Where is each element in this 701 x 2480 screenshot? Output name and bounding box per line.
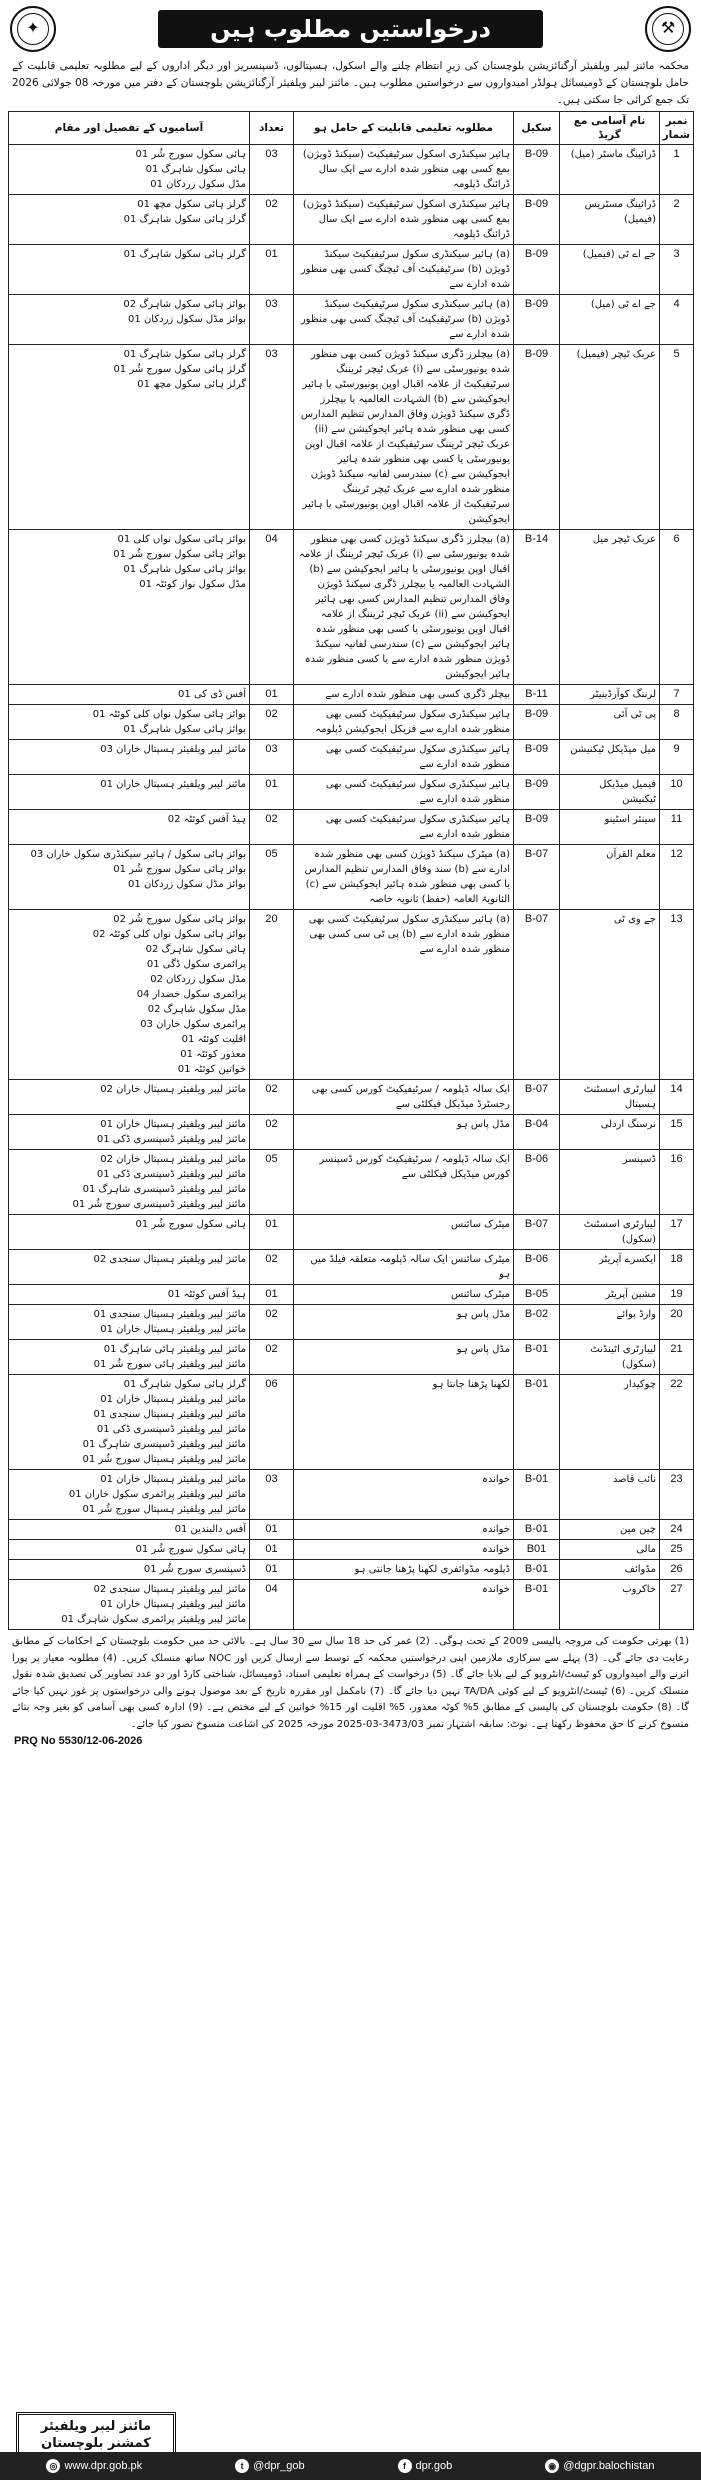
location-item: مائنز لیبر ویلفیئر ڈسپنسری ڈکی 01 [96,1424,246,1435]
prq-number: PRQ No 5530/12-06-2026 [14,1735,143,1747]
table-row [9,1250,694,1285]
post-name-cell: ڈسپنسر [560,1150,660,1215]
location-item: مڈل سکول شاہرگ 02 [147,1004,246,1015]
count-cell: 01 [250,1520,294,1540]
signature-line-2: کمشنر بلوچستان [41,2436,151,2451]
qualification-cell: میٹرک سائنس ایک سالہ ڈپلومہ متعلقہ فیلڈ میں ہو [294,1250,514,1285]
location-item: مائنز لیبر ویلفیئر ہسپتال خاران 03 [100,744,246,755]
locations-cell [9,705,250,740]
location-item: ہیڈ آفس کوئٹہ 02 [167,814,246,825]
scale-cell: B-01 [514,1470,560,1520]
serial-number-cell: 4 [660,295,694,345]
location-item: ہائی سکول شاہرگ 01 [145,164,246,175]
locations-cell [9,195,250,245]
locations-cell [9,1540,250,1560]
serial-number-cell: 14 [660,1080,694,1115]
page-title: درخواستیں مطلوب ہیں [158,10,543,48]
qualification-cell: ایک سالہ ڈپلومہ / سرٹیفیکیٹ کورس ڈسپنسر کورس میڈیکل فیکلٹی سے [294,1150,514,1215]
count-cell: 02 [250,1080,294,1115]
count-cell: 02 [250,1250,294,1285]
location-item: مائنز لیبر ویلفیئر ہسپتال خاران 02 [100,1084,246,1095]
locations-cell [9,685,250,705]
count-cell: 01 [250,1560,294,1580]
scale-cell: B-05 [514,1285,560,1305]
post-name-cell: جے اے ٹی (فیمیل) [560,245,660,295]
qualification-cell: میٹرک سائنس [294,1285,514,1305]
footer-website-text: www.dpr.gob.pk [64,2460,143,2472]
location-item: ہائی سکول سورج شُر 01 [135,1219,246,1230]
location-item: بوائز ہائی سکول سورج شُر 01 [113,549,246,560]
qualification-cell: (a) بیچلرز ڈگری سیکنڈ ڈویژن کسی بھی منظور شدہ یونیورسٹی سے (i) عربک ٹیچر ٹریننگ سرٹیفیکیٹ از علامہ اقبال اوپن یونیورسٹی یا ہائیر ایجوکیشن سے (b) الشہادت العالمیہ یا بیچلرز ڈگری سیکنڈ ڈویژن وفاق المدارس تنظیم المدارس کسی بھی منظور شدہ ہائیر ایجوکیشن سے (ii) عربک ٹیچر ٹریننگ سرٹیفیکیٹ از علامہ اقبال اوپن یونیورسٹی یا کسی بھی منظور شدہ ہائیر ایجوکیشن سے (c) سندرسی لفانیہ سیکنڈ ڈویژن منظور شدہ ادارے سے عربک ٹیچر ٹریننگ سرٹیفیکیٹ از علامہ اقبال اوپن یونیورسٹی یا ہائیر ایجوکیشن [294,345,514,530]
signature-line-1: مائنز لیبر ویلفیئر [40,2419,152,2434]
scale-cell: B-14 [514,530,560,685]
count-cell: 02 [250,195,294,245]
locations-cell [9,530,250,685]
count-cell: 05 [250,1150,294,1215]
header-count: تعداد [250,112,294,145]
qualification-cell: (a) ہائیر سیکنڈری سکول سرٹیفیکیٹ سیکنڈ ڈویژن (b) سرٹیفیکیٹ آف ٹیچنگ کسی بھی منظور شدہ ادارے سے [294,245,514,295]
locations-cell [9,1080,250,1115]
location-item: مائنز لیبر ویلفیئر ڈسپنسری سورج شُر 01 [72,1199,246,1210]
table-row [9,1560,694,1580]
scale-cell: B-01 [514,1520,560,1540]
serial-number-cell: 24 [660,1520,694,1540]
qualification-cell: ہائیر سیکنڈری سکول سرٹیفیکیٹ کسی بھی منظور شدہ ادارے سے فزیکل ایجوکیشن ڈپلومہ [294,705,514,740]
location-item: گرلز ہائی سکول شاہرگ 01 [123,214,246,225]
scale-cell: B-06 [514,1150,560,1215]
count-cell: 01 [250,245,294,295]
post-name-cell: نائب قاصد [560,1470,660,1520]
location-item: اقلیت کوئٹہ 01 [181,1034,246,1045]
scale-cell: B-02 [514,1305,560,1340]
location-item: گرلز ہائی سکول مچھ 01 [137,379,246,390]
locations-cell [9,1150,250,1215]
table-row [9,295,694,345]
locations-cell [9,1520,250,1540]
count-cell: 04 [250,1580,294,1630]
table-row [9,1375,694,1470]
qualification-cell: مڈل پاس ہو [294,1115,514,1150]
scale-cell: B-09 [514,195,560,245]
post-name-cell: لیبارٹری اٹینڈنٹ (سکول) [560,1340,660,1375]
count-cell: 20 [250,910,294,1080]
locations-cell [9,1285,250,1305]
locations-cell [9,740,250,775]
locations-cell [9,295,250,345]
post-name-cell: لرننگ کوآرڈینیٹر [560,685,660,705]
location-item: بوائز مڈل سکول زردکان 01 [128,879,246,890]
qualification-cell: ہائیر سیکنڈری اسکول سرٹیفیکیٹ (سیکنڈ ڈویژن) بمع کسی بھی منظور شدہ ادارے سے ایک سال ڈرائنگ ڈپلومہ [294,195,514,245]
table-row [9,1520,694,1540]
post-name-cell: چوکیدار [560,1375,660,1470]
location-item: مائنز لیبر ویلفیئر ڈسپنسری ڈکی 01 [96,1134,246,1145]
footer-facebook[interactable] [398,2459,453,2473]
facebook-icon: f [398,2459,412,2473]
count-cell: 02 [250,1115,294,1150]
table-row [9,345,694,530]
scale-cell: B-09 [514,295,560,345]
serial-number-cell: 9 [660,740,694,775]
footer-website[interactable] [46,2459,142,2473]
post-name-cell: معلم القرآن [560,845,660,910]
location-item: مائنز لیبر ویلفیئر ہسپتال خاران 01 [100,1599,246,1610]
post-name-cell: عربک ٹیچر میل [560,530,660,685]
location-item: ہائی سکول سورج شُر 01 [135,1544,246,1555]
count-cell: 01 [250,1540,294,1560]
location-item: مائنز لیبر ویلفیئر ہائی شاہرگ 01 [103,1344,246,1355]
scale-cell: B-09 [514,740,560,775]
header-serial-number: نمبر شمار [660,112,694,145]
locations-cell [9,145,250,195]
scale-cell: B-07 [514,1215,560,1250]
serial-number-cell: 2 [660,195,694,245]
table-row [9,685,694,705]
serial-number-cell: 17 [660,1215,694,1250]
location-item: مائنز لیبر ویلفیئر ڈسپنسری شاہرگ 01 [82,1439,246,1450]
footer-twitter[interactable] [235,2459,305,2473]
location-item: آفس ڈی کی 01 [178,689,246,700]
qualification-cell: ہائیر سیکنڈری سکول سرٹیفیکیٹ کسی بھی منظور شدہ ادارے سے [294,775,514,810]
table-header-row [9,112,694,145]
qualification-cell: مڈل پاس ہو [294,1305,514,1340]
location-item: ہیڈ آفس کوئٹہ 01 [167,1289,246,1300]
locations-cell [9,1560,250,1580]
serial-number-cell: 8 [660,705,694,740]
locations-cell [9,845,250,910]
scale-cell: B-07 [514,910,560,1080]
header-qualification: مطلوبہ تعلیمی قابلیت کے حامل ہو [294,112,514,145]
vacancies-table [8,111,694,1630]
table-row [9,1470,694,1520]
serial-number-cell: 13 [660,910,694,1080]
terms-and-conditions: (1) بھرتی حکومت کی مروجہ پالیسی 2009 کے تحت ہوگی۔ (2) عمر کی حد 18 سال سے 30 سال ہے۔ بالائی حد میں حکومت بلوچستان کے احکامات کے مطابق رعایت دی جائے گی۔ (3) پہلے سے سرکاری ملازمین اپنی درخواستیں محکمہ کے توسط سے ارسال کریں اور NOC ساتھ منسلک کریں۔ (4) مطلوبہ معیار پر پورا اترنے والے امیدواروں کو ٹیسٹ/انٹرویو کے لیے بلایا جائے گا۔ (5) درخواست کے ہمراہ تعلیمی اسناد، ڈومیسائل، شناختی کارڈ اور دو عدد تصاویر کی تصدیق شدہ نقول منسلک کریں۔ (6) ٹیسٹ/انٹرویو کے لیے کوئی TA/DA نہیں دیا جائے گا۔ (7) نامکمل اور مقررہ تاریخ کے بعد موصول ہونے والی درخواستوں پر غور نہیں کیا جائے گا۔ (8) حکومت بلوچستان کی پالیسی کے مطابق 5% کوٹہ معذور، 5% اقلیت اور 15% خواتین کے لیے مختص ہے۔ (9) ادارہ کسی بھی آسامی کو بغیر وجہ بتائے منسوخ کرنے کا حق محفوظ رکھتا ہے۔ نوٹ: سابقہ اشتہار نمبر 3473/03-03-2025 مورخہ 2025 کی اشاعت منسوخ تصور کیا جائے۔ [12,1636,690,1730]
scale-cell: B-04 [514,1115,560,1150]
locations-cell [9,345,250,530]
scale-cell: B-11 [514,685,560,705]
qualification-cell: (a) بیچلرز ڈگری سیکنڈ ڈویژن کسی بھی منظور شدہ یونیورسٹی سے (i) عربک ٹیچر ٹریننگ از علامہ اقبال اوپن یونیورسٹی یا ہائیر ایجوکیشن سے (b) الشہادت العالمیہ یا بیچلرز ڈگری سیکنڈ ڈویژن وفاق المدارس تنظیم المدارس کسی بھی ہائیر ایجوکیشن سے (ii) عربک ٹیچر ٹریننگ از علامہ اقبال اوپن یونیورسٹی یا کسی بھی منظور شدہ ہائیر ایجوکیشن سے (c) سندرسی لفانیہ سیکنڈ ڈویژن منظور شدہ ادارے سے یا کسی منظور شدہ ہائیر ایجوکیشن [294,530,514,685]
instagram-icon: ◉ [545,2459,559,2473]
locations-cell [9,1375,250,1470]
serial-number-cell: 25 [660,1540,694,1560]
count-cell: 03 [250,345,294,530]
table-row [9,810,694,845]
post-name-cell: سینئر اسٹینو [560,810,660,845]
serial-number-cell: 16 [660,1150,694,1215]
scale-cell: B-09 [514,810,560,845]
count-cell: 01 [250,1285,294,1305]
location-item: مڈل سکول زردکان 01 [150,179,246,190]
qualification-cell: بیچلر ڈگری کسی بھی منظور شدہ ادارے سے [294,685,514,705]
location-item: مائنز لیبر ویلفیئر پرائمری سکول شاہرگ 01 [61,1614,246,1625]
location-item: گرلز ہائی سکول سورج شُر 01 [113,364,246,375]
serial-number-cell: 1 [660,145,694,195]
location-item: بوائز ہائی سکول / ہائیر سیکنڈری سکول خاران 03 [30,849,246,860]
count-cell: 02 [250,705,294,740]
table-row [9,1115,694,1150]
intro-paragraph: محکمہ مائنز لیبر ویلفیئر آرگنائزیشن بلوچستان کی زیرِ انتظام چلنے والے اسکول، ہسپتالوں، ڈسپنسریز اور دیگر اداروں کے لیے مطلوبہ تعلیمی قابلیت کے حامل بلوچستان کے ڈومیسائل ہولڈر امیدواروں سے درخواستیں مطلوب ہیں۔ مائنز لیبر ویلفیئر آرگنائزیشن بلوچستان کے دفتر میں مورخہ 08 جولائی 2026 تک جمع کرائی جا سکتی ہیں۔ [12,60,689,106]
post-name-cell: چین مین [560,1520,660,1540]
post-name-cell: نرسنگ اردلی [560,1115,660,1150]
serial-number-cell: 22 [660,1375,694,1470]
locations-cell [9,1215,250,1250]
footer-instagram[interactable] [545,2459,654,2473]
table-row [9,245,694,295]
post-name-cell: مڈوائف [560,1560,660,1580]
scale-cell: B-09 [514,775,560,810]
serial-number-cell: 11 [660,810,694,845]
table-row [9,145,694,195]
post-name-cell: ڈرائینگ ماسٹر (میل) [560,145,660,195]
count-cell: 04 [250,530,294,685]
qualification-cell: (a) ہائیر سیکنڈری سکول سرٹیفیکیٹ سیکنڈ ڈویژن (b) سرٹیفیکیٹ آف ٹیچنگ کسی بھی منظور شدہ ادارے سے [294,295,514,345]
location-item: آفس دالبندین 01 [174,1524,246,1535]
scale-cell: B-09 [514,705,560,740]
locations-cell [9,1580,250,1630]
table-row [9,1215,694,1250]
locations-cell [9,1115,250,1150]
qualification-cell: ہائیر سیکنڈری اسکول سرٹیفیکیٹ (سیکنڈ ڈویژن) بمع کسی بھی منظور شدہ ادارے سے ایک سال ڈرائنگ ڈپلومہ [294,145,514,195]
post-name-cell: مالی [560,1540,660,1560]
header-post-name: نام آسامی مع گریڈ [560,112,660,145]
post-name-cell: میل میڈیکل ٹیکنیشن [560,740,660,775]
serial-number-cell: 18 [660,1250,694,1285]
table-row [9,1580,694,1630]
table-row [9,530,694,685]
post-name-cell: لیبارٹری اسسٹنٹ ہسپتال [560,1080,660,1115]
post-name-cell: ڈرائینگ مسٹریس (فیمیل) [560,195,660,245]
location-item: بوائز ہائی سکول شاہرگ 01 [123,564,246,575]
table-row [9,1150,694,1215]
footer-facebook-text: dpr.gob [415,2460,453,2472]
locations-cell [9,1470,250,1520]
location-item: مائنز لیبر ویلفیئر ہسپتال سورج شُر 01 [82,1504,246,1515]
location-item: مائنز لیبر ویلفیئر ہسپتال سنجدی 02 [93,1584,246,1595]
qualification-cell: خواندہ [294,1470,514,1520]
count-cell: 01 [250,775,294,810]
location-item: معذور کوئٹہ 01 [180,1049,246,1060]
table-row [9,1305,694,1340]
serial-number-cell: 21 [660,1340,694,1375]
locations-cell [9,1340,250,1375]
table-row [9,705,694,740]
location-item: مائنز لیبر ویلفیئر ہسپتال سورج شُر 01 [82,1454,246,1465]
location-item: مائنز لیبر ویلفیئر ہسپتال خاران 01 [100,1394,246,1405]
mines-labour-welfare-emblem-icon: ⚒ [645,6,691,52]
post-name-cell: فیمیل میڈیکل ٹیکنیشن [560,775,660,810]
locations-cell [9,1305,250,1340]
post-name-cell: خاکروب [560,1580,660,1630]
post-name-cell: وارڈ بوائے [560,1305,660,1340]
qualification-cell: خواندہ [294,1580,514,1630]
location-item: مڈل سکول نواز کوئٹہ 01 [139,579,246,590]
scale-cell: B-01 [514,1560,560,1580]
footer-bar [0,2452,701,2480]
location-item: ڈسپنسری سورج شُر 01 [143,1564,246,1575]
location-item: پرائمری سکول ڈگی 01 [146,959,246,970]
qualification-cell: ہائیر سیکنڈری سکول سرٹیفیکیٹ کسی بھی منظور شدہ ادارے سے [294,740,514,775]
location-item: گرلز ہائی سکول شاہرگ 01 [123,249,246,260]
qualification-cell: مڈل پاس ہو [294,1340,514,1375]
count-cell: 02 [250,1340,294,1375]
footer-twitter-text: @dpr_gob [253,2460,305,2472]
serial-number-cell: 6 [660,530,694,685]
table-row [9,1340,694,1375]
location-item: مائنز لیبر ویلفیئر ڈسپنسری شاہرگ 01 [82,1184,246,1195]
footer-instagram-text: @dgpr.balochistan [563,2460,655,2472]
scale-cell: B-07 [514,1080,560,1115]
serial-number-cell: 3 [660,245,694,295]
qualification-cell: ڈپلومہ مڈوائفری لکھنا پڑھنا جانتی ہو [294,1560,514,1580]
table-row [9,775,694,810]
count-cell: 03 [250,1470,294,1520]
serial-number-cell: 27 [660,1580,694,1630]
location-item: مائنز لیبر ویلفیئر ہسپتال سنجدی 01 [93,1409,246,1420]
scale-cell: B01 [514,1540,560,1560]
location-item: ہائی سکول شاہرگ 02 [145,944,246,955]
count-cell: 01 [250,1215,294,1250]
location-item: گرلز ہائی سکول شاہرگ 01 [123,349,246,360]
post-name-cell: ایکسرے آپریٹر [560,1250,660,1285]
header [8,4,693,56]
government-emblem-icon: ✦ [10,6,56,52]
location-item: مائنز لیبر ویلفیئر ہسپتال خاران 01 [100,1324,246,1335]
count-cell: 03 [250,145,294,195]
post-name-cell: جے وی ٹی [560,910,660,1080]
location-item: مائنز لیبر ویلفیئر ہسپتال خاران 01 [100,1474,246,1485]
count-cell: 06 [250,1375,294,1470]
count-cell: 03 [250,295,294,345]
locations-cell [9,810,250,845]
location-item: پرائمری سکول خضدار 04 [136,989,246,1000]
qualification-cell: میٹرک سائنس [294,1215,514,1250]
locations-cell [9,245,250,295]
location-item: ہائی سکول سورج شُر 01 [135,149,246,160]
location-item: بوائز ہائی سکول نواں کلی 01 [117,534,246,545]
qualification-cell: ہائیر سیکنڈری سکول سرٹیفیکیٹ کسی بھی منظور شدہ ادارے سے [294,810,514,845]
location-item: بوائز مڈل سکول زردکان 01 [128,314,246,325]
count-cell: 05 [250,845,294,910]
count-cell: 01 [250,685,294,705]
scale-cell: B-01 [514,1340,560,1375]
qualification-cell: خواندہ [294,1520,514,1540]
count-cell: 02 [250,1305,294,1340]
table-row [9,1285,694,1305]
post-name-cell: پی ٹی آئی [560,705,660,740]
scale-cell: B-09 [514,345,560,530]
location-item: مائنز لیبر ویلفیئر ہسپتال خاران 01 [100,779,246,790]
locations-cell [9,775,250,810]
location-item: مائنز لیبر ویلفیئر ہسپتال خاران 01 [100,1119,246,1130]
location-item: مائنز لیبر ویلفیئر ہائی سورج شُر 01 [93,1359,246,1370]
location-item: مائنز لیبر ویلفیئر پرائمری سکول خاران 01 [68,1489,246,1500]
qualification-cell: (a) ہائیر سیکنڈری سکول سرٹیفیکیٹ کسی بھی منظور شدہ ادارے سے (b) پی ٹی سی کسی بھی منظور شدہ ادارے سے [294,910,514,1080]
location-item: گرلز ہائی سکول شاہرگ 01 [123,1379,246,1390]
scale-cell: B-06 [514,1250,560,1285]
location-item: مائنز لیبر ویلفیئر ہسپتال سنجدی 01 [93,1309,246,1320]
header-scale: سکیل [514,112,560,145]
header-locations: آسامیوں کے تفصیل اور مقام [9,112,250,145]
twitter-icon: t [235,2459,249,2473]
scale-cell: B-01 [514,1580,560,1630]
table-row [9,1540,694,1560]
table-row [9,740,694,775]
scale-cell: B-01 [514,1375,560,1470]
location-item: پرائمری سکول خاران 03 [140,1019,246,1030]
post-name-cell: عربک ٹیچر (فیمیل) [560,345,660,530]
serial-number-cell: 23 [660,1470,694,1520]
serial-number-cell: 19 [660,1285,694,1305]
qualification-cell: خواندہ [294,1540,514,1560]
serial-number-cell: 12 [660,845,694,910]
location-item: خواتین کوئٹہ 01 [177,1064,246,1075]
locations-cell [9,910,250,1080]
serial-number-cell: 26 [660,1560,694,1580]
serial-number-cell: 5 [660,345,694,530]
location-item: بوائز ہائی سکول شاہرگ 01 [123,724,246,735]
location-item: بوائز ہائی سکول سورج شُر 02 [113,914,246,925]
location-item: مائنز لیبر ویلفیئر ہسپتال خاران 02 [100,1154,246,1165]
count-cell: 03 [250,740,294,775]
qualification-cell: لکھنا پڑھنا جانتا ہو [294,1375,514,1470]
location-item: گرلز ہائی سکول مچھ 01 [137,199,246,210]
location-item: بوائز ہائی سکول شاہرگ 02 [123,299,246,310]
serial-number-cell: 20 [660,1305,694,1340]
scale-cell: B-07 [514,845,560,910]
count-cell: 02 [250,810,294,845]
table-row [9,910,694,1080]
serial-number-cell: 10 [660,775,694,810]
location-item: بوائز ہائی سکول نواں کلی کوئٹہ 02 [92,929,246,940]
scale-cell: B-09 [514,245,560,295]
table-row [9,1080,694,1115]
serial-number-cell: 7 [660,685,694,705]
locations-cell [9,1250,250,1285]
serial-number-cell: 15 [660,1115,694,1150]
location-item: بوائز ہائی سکول نواں کلی کوئٹہ 01 [92,709,246,720]
location-item: مائنز لیبر ویلفیئر ہسپتال سنجدی 02 [93,1254,246,1265]
table-row [9,845,694,910]
location-item: بوائز ہائی سکول سورج شُر 01 [113,864,246,875]
qualification-cell: ایک سالہ ڈپلومہ / سرٹیفیکیٹ کورس کسی بھی رجسٹرڈ میڈیکل فیکلٹی سے [294,1080,514,1115]
location-item: مائنز لیبر ویلفیئر ڈسپنسری ڈکی 01 [96,1169,246,1180]
scale-cell: B-09 [514,145,560,195]
location-item: مڈل سکول زردکان 02 [150,974,246,985]
post-name-cell: لیبارٹری اسسٹنٹ (سکول) [560,1215,660,1250]
post-name-cell: جے اے ٹی (میل) [560,295,660,345]
globe-icon: ◎ [46,2459,60,2473]
table-row [9,195,694,245]
post-name-cell: مشین آپریٹر [560,1285,660,1305]
qualification-cell: (a) میٹرک سیکنڈ ڈویژن کسی بھی منظور شدہ ادارے سے (b) سند وفاق المدارس تنظیم المدارس یا کسی بھی منظور شدہ ہائیر ایجوکیشن سے (c) الثانویۃ العامہ (حفظ) ثانویہ خاصہ [294,845,514,910]
